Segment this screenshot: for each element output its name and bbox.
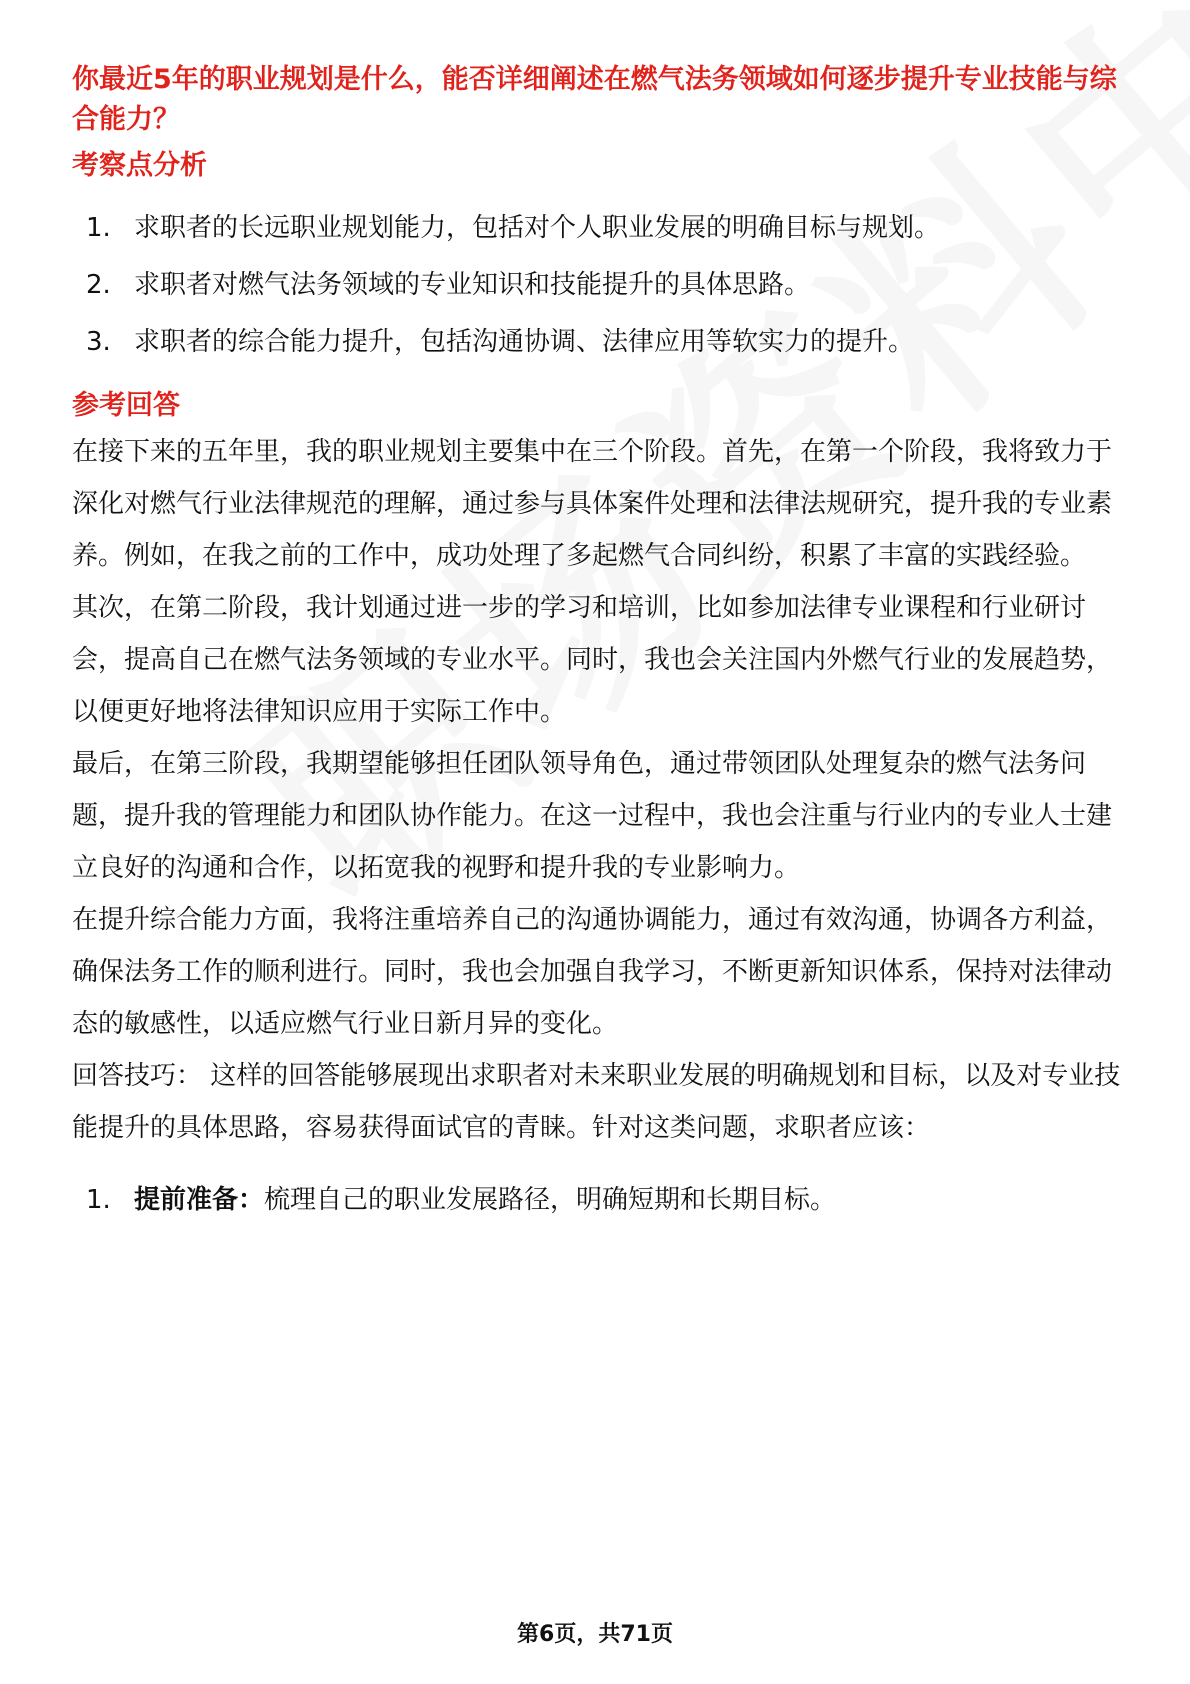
answer-paragraph: 其次，在第二阶段，我计划通过进一步的学习和培训，比如参加法律专业课程和行业研讨会，提高自己在燃气法务领域的专业水平。同时，我也会关注国内外燃气行业的发展趋势，以便更好地将法律知识应用于实际工作中。: [72, 593, 1113, 727]
list-text: 求职者的综合能力提升，包括沟通协调、法律应用等软实力的提升。: [134, 327, 915, 357]
answer-paragraph: 在接下来的五年里，我的职业规划主要集中在三个阶段。首先，在第一个阶段，我将致力于深化对燃气行业法律规范的理解，通过参与具体案件处理和法律法规研究，提升我的专业素养。例如，在我之前的工作中，成功处理了多起燃气合同纠纷，积累了丰富的实践经验。: [72, 437, 1113, 571]
list-item: [72, 208, 1132, 248]
answer-paragraph: 在提升综合能力方面，我将注重培养自己的沟通协调能力，通过有效沟通，协调各方利益，确保法务工作的顺利进行。同时，我也会加强自我学习，不断更新知识体系，保持对法律动态的敏感性，以适应燃气行业日新月异的变化。: [72, 905, 1113, 1039]
list-number: 1.: [86, 1185, 111, 1215]
list-number: 2.: [86, 270, 111, 300]
list-number: 3.: [86, 327, 111, 357]
list-item: [72, 1180, 1132, 1220]
list-text: 求职者对燃气法务领域的专业知识和技能提升的具体思路。: [134, 270, 811, 300]
list-item: [72, 322, 1132, 362]
list-text: 求职者的长远职业规划能力，包括对个人职业发展的明确目标与规划。: [134, 213, 941, 243]
answer-paragraph: 最后，在第三阶段，我期望能够担任团队领导角色，通过带领团队处理复杂的燃气法务问题，提升我的管理能力和团队协作能力。在这一过程中，我也会注重与行业内的专业人士建立良好的沟通和合作，以拓宽我的视野和提升我的专业影响力。: [72, 749, 1113, 883]
document-page: [72, 60, 1132, 1220]
tips-list: [72, 1180, 1132, 1220]
answer-heading: 参考回答: [72, 390, 180, 421]
tip-text: 梳理自己的职业发展路径，明确短期和长期目标。: [264, 1185, 837, 1215]
analysis-heading: 考察点分析: [72, 150, 207, 181]
list-item: [72, 265, 1132, 305]
answer-tips-paragraph: 回答技巧： 这样的回答能够展现出求职者对未来职业发展的明确规划和目标，以及对专业技能提升的具体思路，容易获得面试官的青睐。针对这类问题，求职者应该：: [72, 1061, 1121, 1143]
page-number: 第6页，共71页: [517, 1622, 673, 1647]
tip-label: 提前准备：: [134, 1185, 265, 1215]
analysis-list: [72, 208, 1132, 362]
question-title: 你最近5年的职业规划是什么，能否详细阐述在燃气法务领域如何逐步提升专业技能与综合能力？: [72, 64, 1117, 135]
list-number: 1.: [86, 213, 111, 243]
